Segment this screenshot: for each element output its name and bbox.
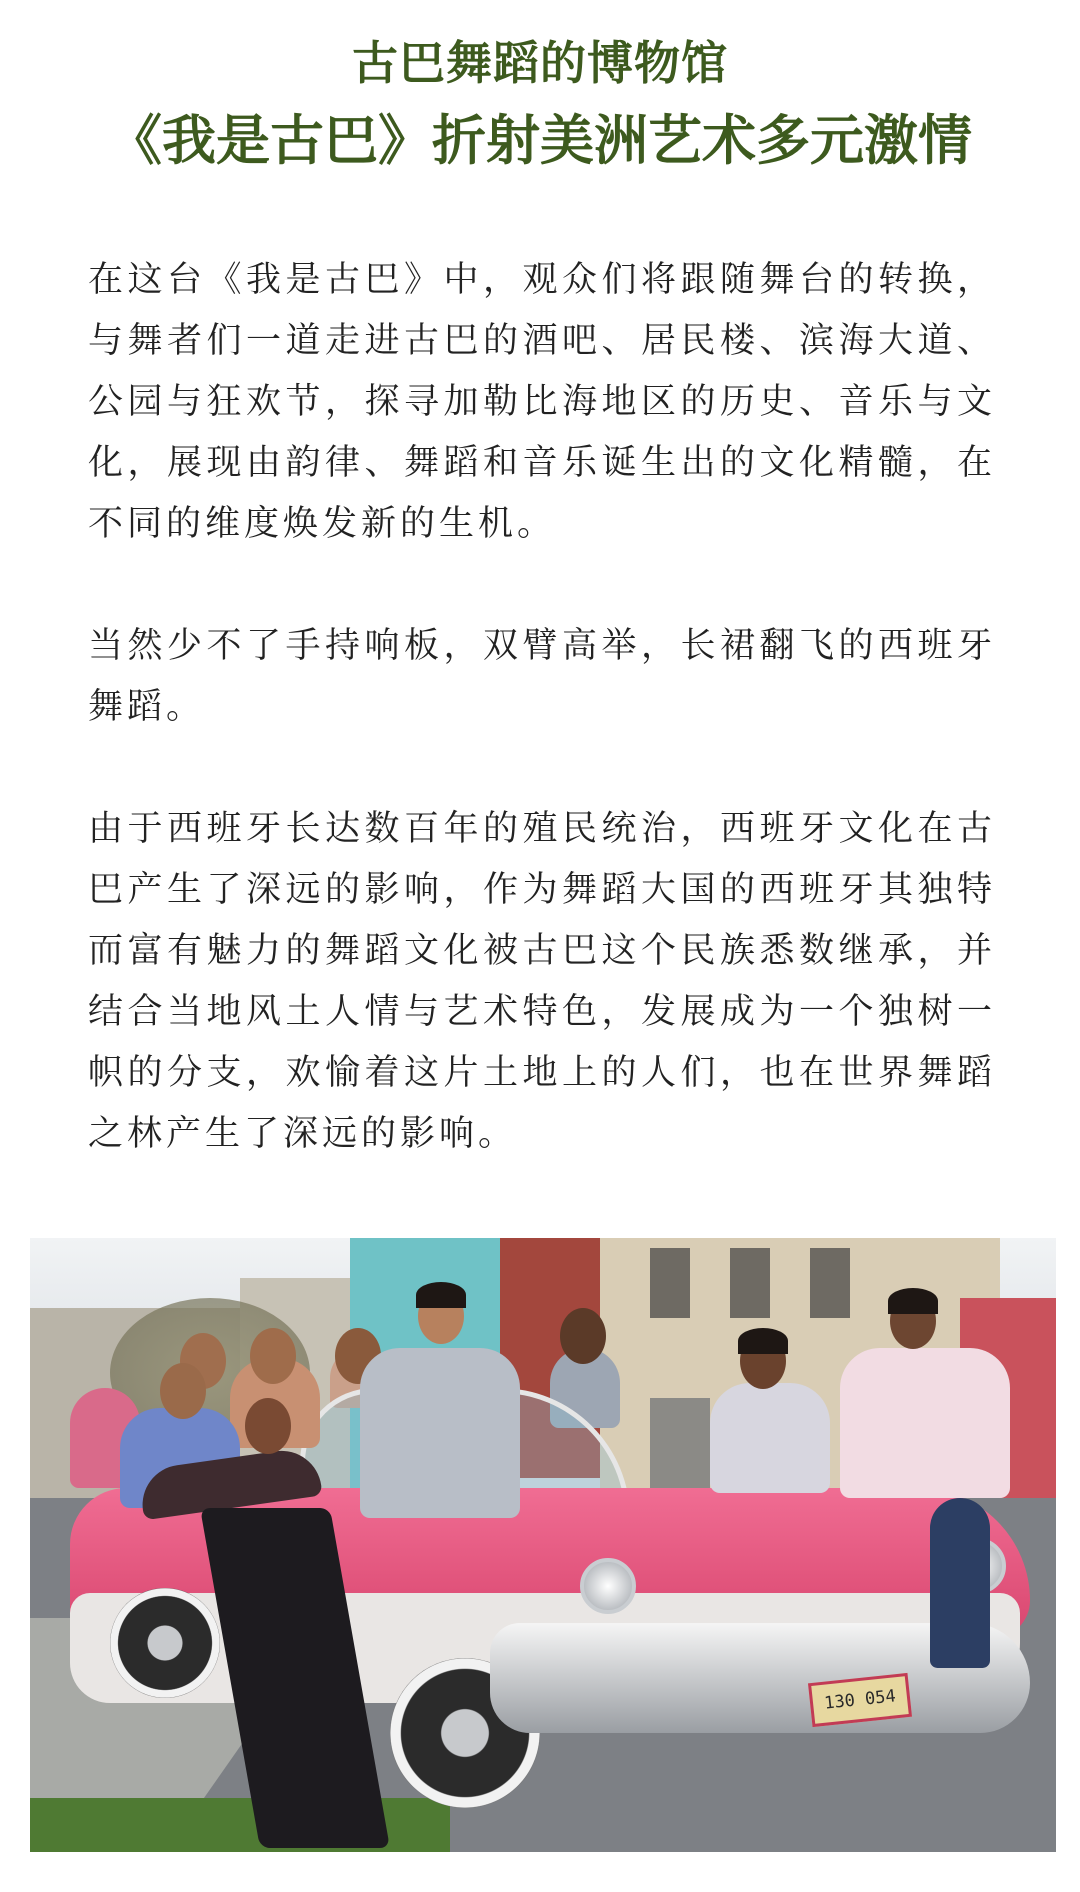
photo-person-main [360,1348,520,1518]
photo-person-pink-shirt [840,1348,1010,1498]
photo-person-hair [738,1328,788,1354]
photo-window [730,1248,770,1318]
photo-person-head [245,1398,291,1454]
photo-window [650,1248,690,1318]
photo-person-hair [888,1288,938,1314]
photo-window [810,1248,850,1318]
photo-person-head [160,1363,206,1419]
article-paragraph-3: 由于西班牙长达数百年的殖民统治，西班牙文化在古巴产生了深远的影响，作为舞蹈大国的西班牙其独特而富有魅力的舞蹈文化被古巴这个民族悉数继承，并结合当地风土人情与艺术特色，发展成为一个独树一帜的分支，欢愉着这片土地上的人们，也在世界舞蹈之林产生了深远的影响。 [88,809,996,1154]
photo-person-head [250,1328,296,1384]
photo-person [710,1383,830,1493]
photo-door [650,1398,710,1488]
article-photo [30,1238,1056,1852]
article-header [0,28,1080,182]
license-plate-text: 130 054 [823,1686,897,1714]
article-body [88,250,996,1226]
headline-primary: 古巴舞蹈的博物馆 [352,36,728,90]
headline-secondary: 《我是古巴》折射美洲艺术多元激情 [108,108,972,172]
photo-person-hair [416,1282,466,1308]
article-paragraph-2: 当然少不了手持响板，双臂高举，长裙翻飞的西班牙舞蹈。 [88,626,996,727]
car-headlight [580,1558,636,1614]
article-paragraph-1: 在这台《我是古巴》中，观众们将跟随舞台的转换，与舞者们一道走进古巴的酒吧、居民楼、滨海大道、公园与狂欢节，探寻加勒比海地区的历史、音乐与文化，展现由韵律、舞蹈和音乐诞生出的文化精髓，在不同的维度焕发新的生机。 [88,260,996,544]
car-wheel [110,1588,220,1698]
photo-person-legs [930,1498,990,1668]
photo-person-head [560,1308,606,1364]
